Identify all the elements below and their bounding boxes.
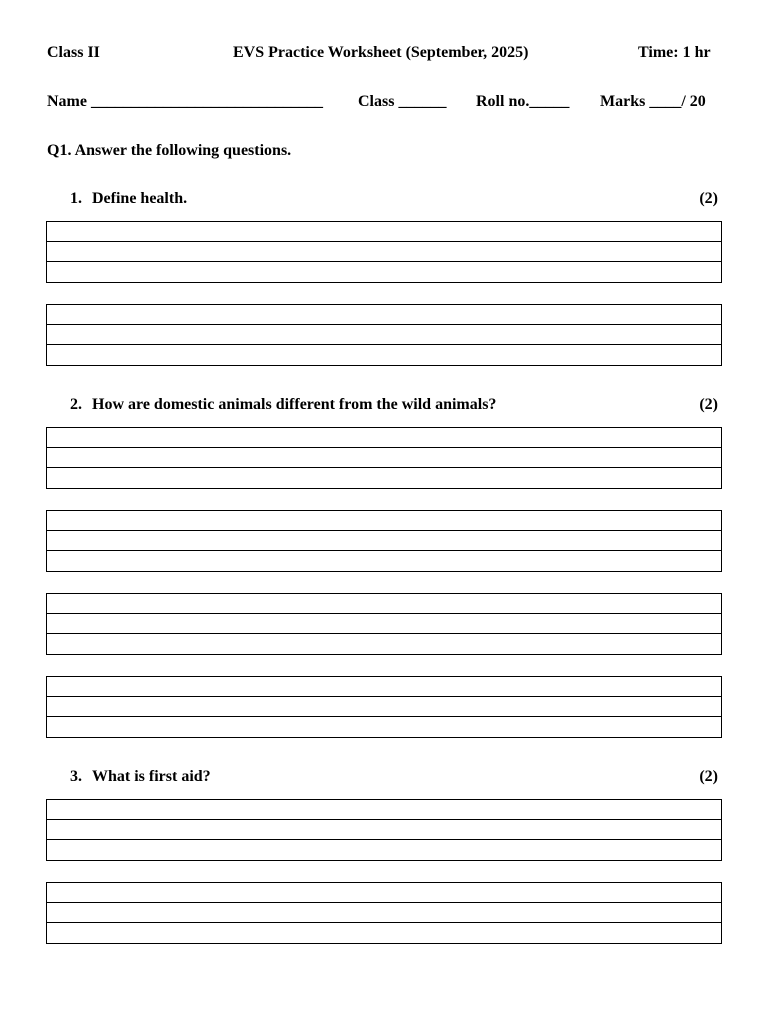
answer-lines[interactable] — [46, 882, 722, 944]
answer-lines[interactable] — [46, 304, 722, 366]
question-3-marks: (2) — [699, 768, 718, 785]
answer-lines[interactable] — [46, 593, 722, 655]
answer-line[interactable] — [47, 883, 721, 903]
question-2 — [70, 396, 496, 414]
answer-line[interactable] — [47, 903, 721, 923]
question-text: How are domestic animals different from the wild animals? — [92, 396, 497, 413]
answer-line[interactable] — [47, 531, 721, 551]
answer-line[interactable] — [47, 262, 721, 282]
answer-line[interactable] — [47, 551, 721, 571]
question-text: Define health. — [92, 190, 188, 207]
answer-line[interactable] — [47, 717, 721, 737]
answer-line[interactable] — [47, 305, 721, 325]
time-label: Time: 1 hr — [638, 44, 711, 61]
answer-lines[interactable] — [46, 221, 722, 283]
question-3 — [70, 768, 211, 786]
answer-line[interactable] — [47, 634, 721, 654]
answer-line[interactable] — [47, 840, 721, 860]
question-text: What is first aid? — [92, 768, 211, 785]
question-2-marks: (2) — [699, 396, 718, 413]
question-1-marks: (2) — [699, 190, 718, 207]
question-number: 1. — [70, 190, 82, 207]
name-field: Name _____________________________ — [47, 93, 323, 110]
answer-line[interactable] — [47, 511, 721, 531]
answer-line[interactable] — [47, 800, 721, 820]
answer-line[interactable] — [47, 677, 721, 697]
answer-line[interactable] — [47, 468, 721, 488]
roll-number-field: Roll no._____ — [476, 93, 570, 110]
answer-line[interactable] — [47, 242, 721, 262]
answer-line[interactable] — [47, 923, 721, 943]
class-label: Class II — [47, 44, 100, 61]
answer-lines[interactable] — [46, 676, 722, 738]
question-1 — [70, 190, 187, 208]
class-field: Class ______ — [358, 93, 447, 110]
answer-line[interactable] — [47, 325, 721, 345]
marks-field: Marks ____/ 20 — [600, 93, 706, 110]
question-number: 3. — [70, 768, 82, 785]
answer-line[interactable] — [47, 222, 721, 242]
answer-line[interactable] — [47, 697, 721, 717]
worksheet-title: EVS Practice Worksheet (September, 2025) — [233, 44, 529, 61]
section-heading: Q1. Answer the following questions. — [47, 142, 292, 159]
answer-lines[interactable] — [46, 427, 722, 489]
answer-line[interactable] — [47, 345, 721, 365]
answer-lines[interactable] — [46, 510, 722, 572]
answer-lines[interactable] — [46, 799, 722, 861]
answer-line[interactable] — [47, 614, 721, 634]
answer-line[interactable] — [47, 428, 721, 448]
question-number: 2. — [70, 396, 82, 413]
answer-line[interactable] — [47, 820, 721, 840]
answer-line[interactable] — [47, 448, 721, 468]
answer-line[interactable] — [47, 594, 721, 614]
